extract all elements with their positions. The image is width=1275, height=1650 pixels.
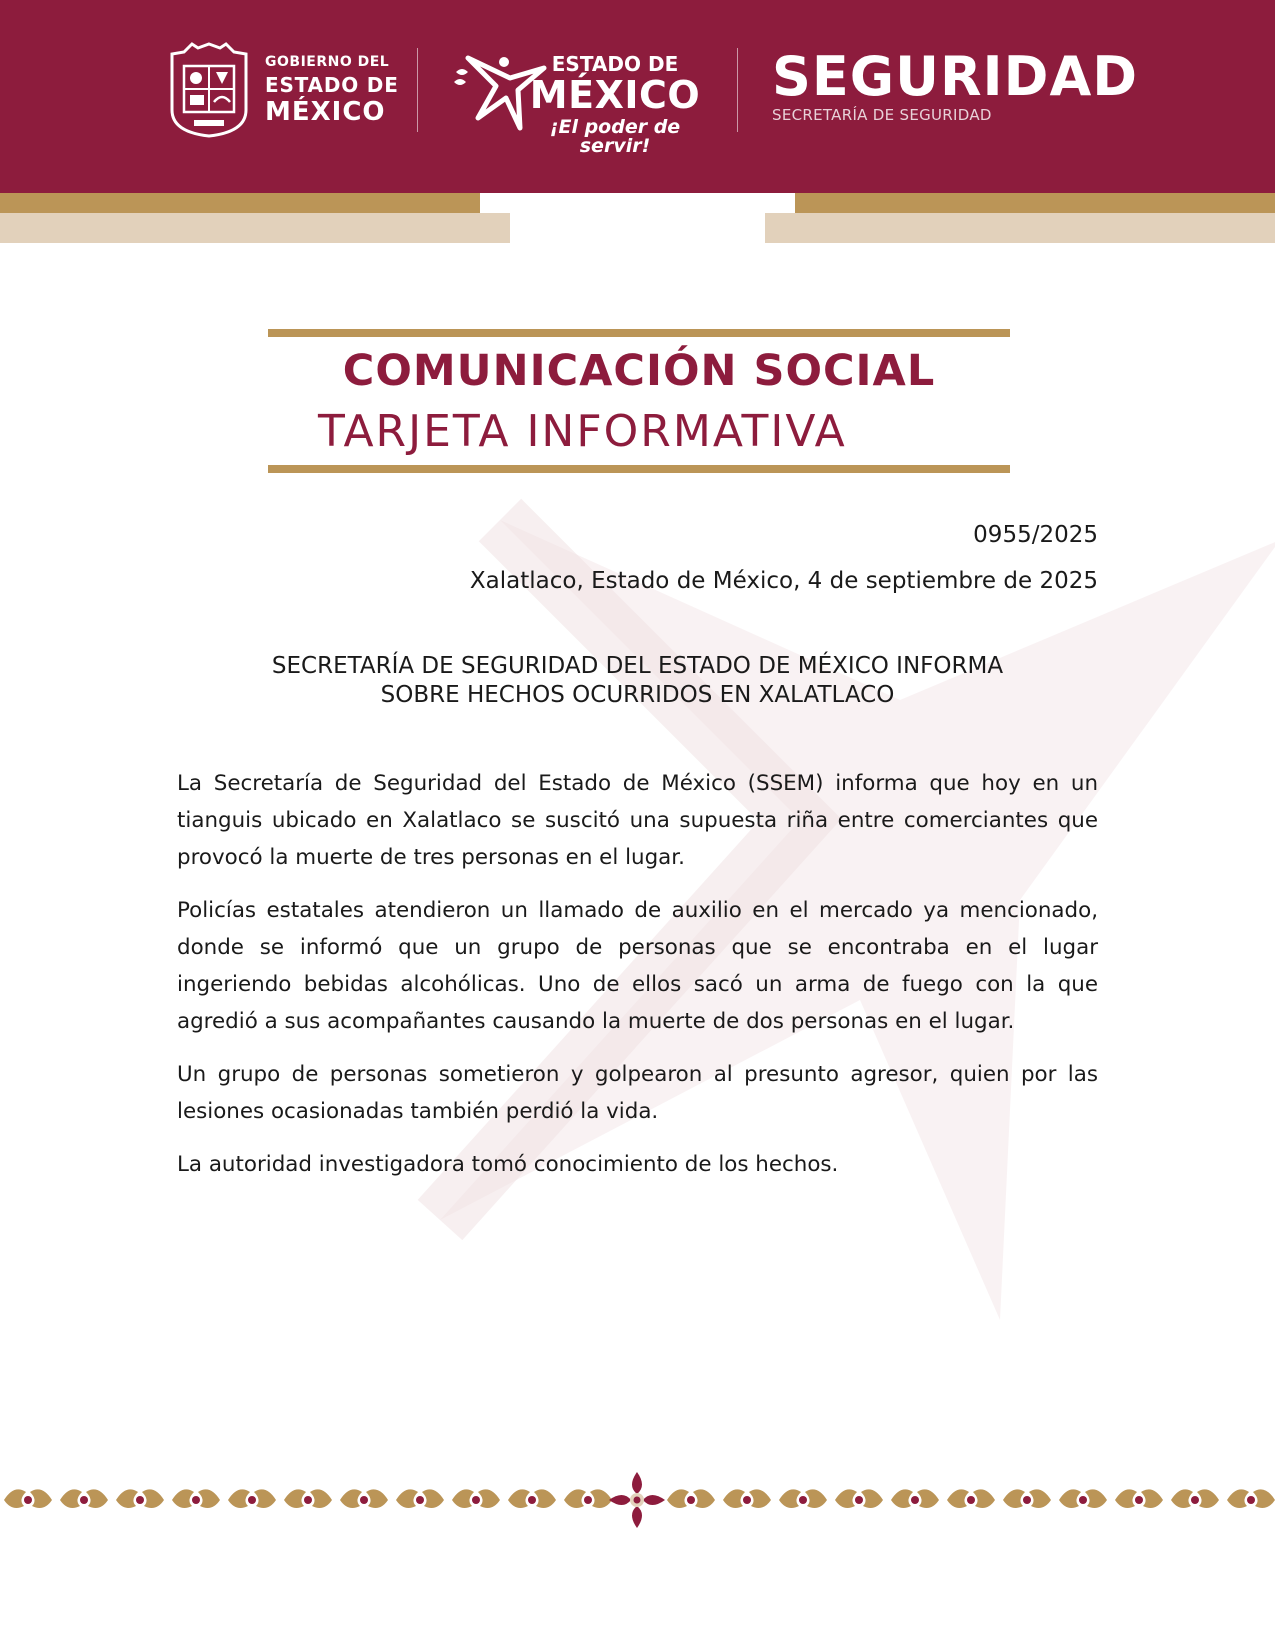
dateline: Xalatlaco, Estado de México, 4 de septiembre de 2025 bbox=[469, 568, 1098, 594]
paragraph: Un grupo de personas sometieron y golpearon al presunto agresor, quien por las lesiones ocasionadas también perdió la vida. bbox=[177, 1062, 1098, 1124]
ornamental-border bbox=[0, 1470, 1275, 1530]
border-left bbox=[4, 1489, 612, 1508]
body-text bbox=[177, 765, 1098, 1199]
header-divider-2 bbox=[737, 48, 738, 132]
header-stripe-left-gold bbox=[0, 193, 480, 213]
gobierno-line1: GOBIERNO DEL bbox=[265, 54, 390, 70]
center-flower-icon bbox=[609, 1472, 665, 1528]
bulletin-number: 0955/2025 bbox=[973, 522, 1098, 548]
headline bbox=[177, 652, 1098, 710]
headline-line1: SECRETARÍA DE SEGURIDAD DEL ESTADO DE MÉXICO INFORMA bbox=[271, 653, 1004, 679]
border-right bbox=[667, 1489, 1275, 1508]
estado-line1: ESTADO DE bbox=[551, 52, 679, 76]
paragraph: La autoridad investigadora tomó conocimiento de los hechos. bbox=[177, 1152, 839, 1177]
header-stripe-right-beige bbox=[765, 213, 1275, 243]
card-subtitle: TARJETA INFORMATIVA bbox=[318, 406, 847, 457]
coat-of-arms-icon bbox=[164, 40, 254, 138]
title-rule-top bbox=[268, 329, 1010, 337]
title-rule-bottom bbox=[268, 465, 1010, 473]
paragraph: Policías estatales atendieron un llamado de auxilio en el mercado ya mencionado, donde se informó que un grupo de personas que se encontraba en el lugar ingeriendo bebidas alcohólicas. Uno de ellos sacó un arma de fuego con la que agredió a sus acompañantes causando la muerte de dos personas en el lugar. bbox=[177, 898, 1098, 1034]
gobierno-line3: MÉXICO bbox=[265, 97, 386, 127]
headline-line2: SOBRE HECHOS OCURRIDOS EN XALATLACO bbox=[380, 682, 895, 708]
header-stripe-left-beige bbox=[0, 213, 510, 243]
header-stripe-right-gold bbox=[795, 193, 1275, 213]
header-divider-1 bbox=[417, 48, 418, 132]
card-title: COMUNICACIÓN SOCIAL bbox=[342, 346, 936, 396]
gobierno-line2: ESTADO DE bbox=[265, 73, 399, 97]
gobierno-logo-text bbox=[265, 55, 399, 125]
estado-line2: MÉXICO bbox=[529, 73, 701, 117]
seguridad-subtitle: SECRETARÍA DE SEGURIDAD bbox=[772, 106, 992, 124]
estado-slogan: ¡El poder de servir! bbox=[549, 116, 681, 157]
paragraph: La Secretaría de Seguridad del Estado de México (SSEM) informa que hoy en un tianguis ubicado en Xalatlaco se suscitó una supuesta riña entre comerciantes que provocó la muerte de tres personas en el lugar. bbox=[177, 771, 1098, 870]
estado-logo-text bbox=[520, 54, 710, 156]
seguridad-title: SEGURIDAD bbox=[772, 45, 1139, 108]
